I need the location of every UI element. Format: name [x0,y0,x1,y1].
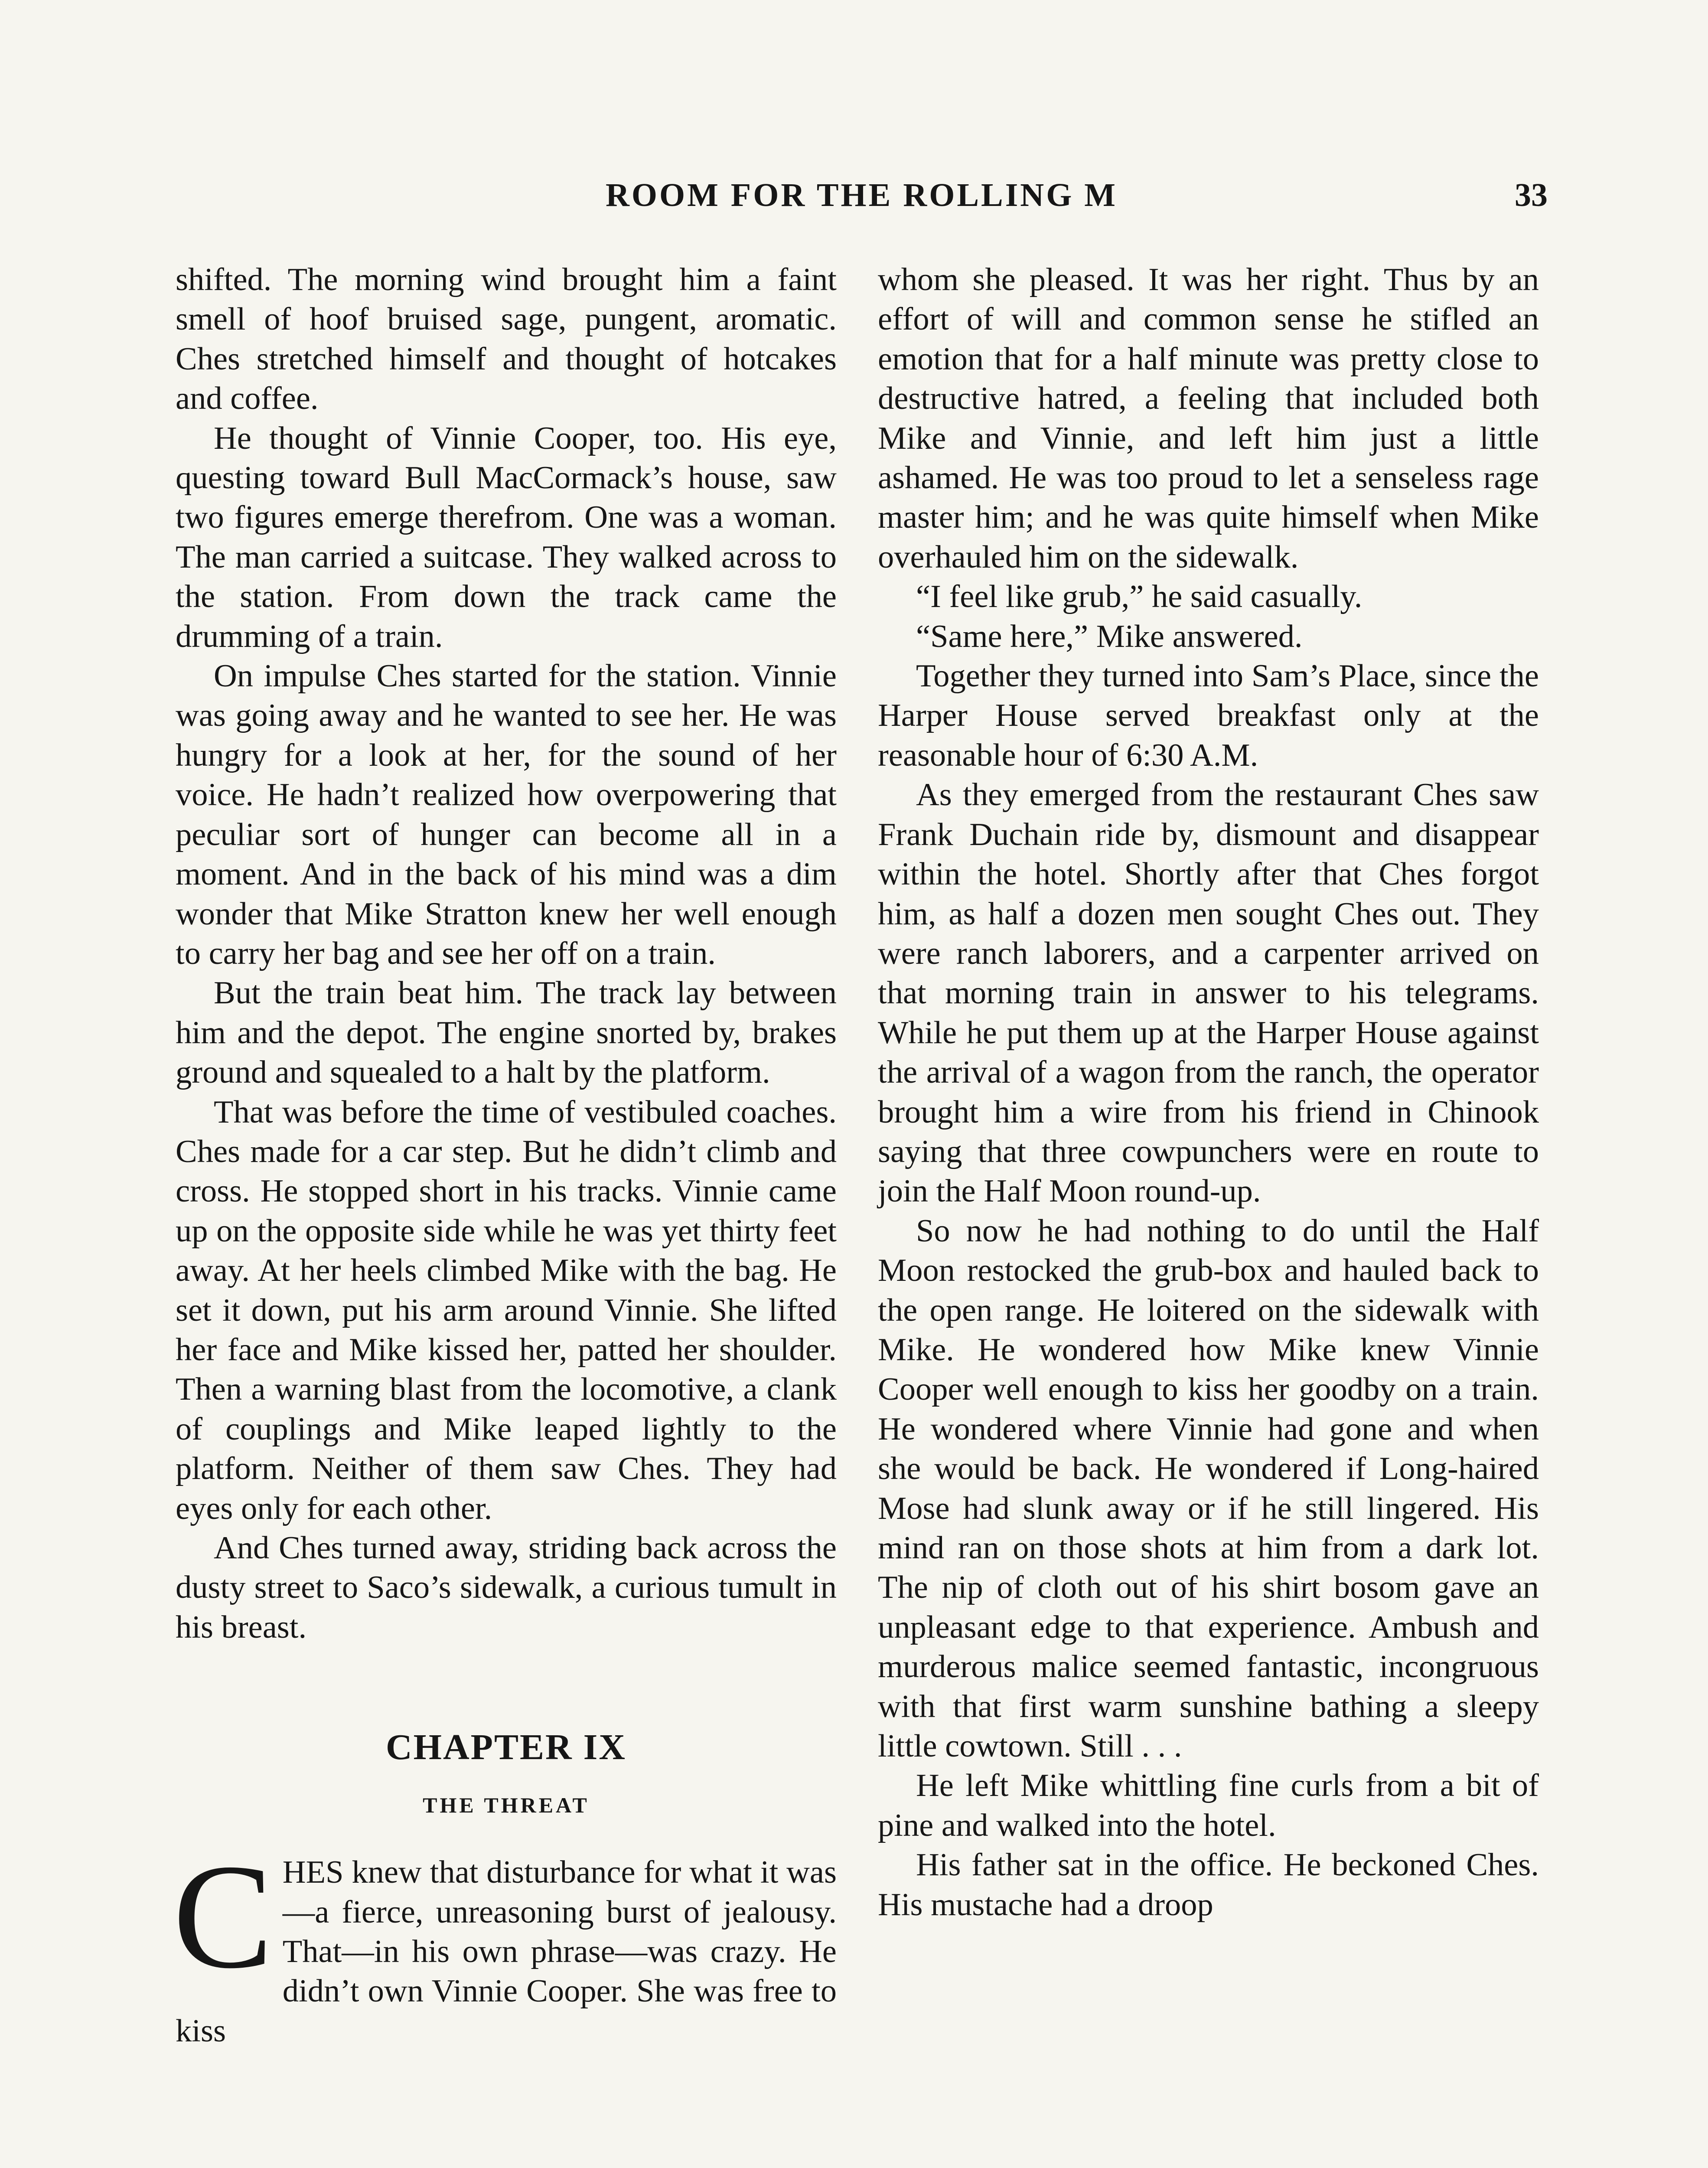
opening-paragraph: HES knew that disturbance for what it was—a fierce, unreasoning burst of jealousy. That—in his own phrase—was crazy. He didn’t own Vinnie Cooper. She was free to kiss [176,1855,837,2049]
page-number: 33 [1515,177,1548,213]
chapter-heading: CHAPTER IX [385,1727,627,1768]
paragraph: He left Mike whittling fine curls from a bit of pine and walked into the hotel. [878,1768,1539,1843]
dialogue-paragraph: “Same here,” Mike answered. [916,618,1303,654]
chapter-opening [173,1833,837,2051]
right-column [878,260,1539,1925]
dialogue-paragraph: “I feel like grub,” he said casually. [916,579,1362,615]
paragraph: Together they turned into Sam’s Place, since the Harper House served breakfast only at the reasonable hour of 6:30 A.M. [878,658,1539,773]
chapter-subtitle: THE THREAT [423,1793,590,1818]
drop-cap: C [173,1833,273,2000]
paragraph: shifted. The morning wind brought him a faint smell of hoof bruised sage, pungent, aromatic. Ches stretched himself and thought of hotcakes and coffee. [176,262,837,417]
page-header [176,171,1548,219]
chapter-title-block [176,1724,837,1822]
paragraph: But the train beat him. The track lay between him and the depot. The engine snorted by, brakes ground and squealed to a halt by the platform. [176,975,837,1091]
paragraph: His father sat in the office. He beckoned Ches. His mustache had a droop [878,1847,1539,1923]
paragraph: whom she pleased. It was her right. Thus by an effort of will and common sense he stifled an emotion that for a half minute was pretty close to destructive hatred, a feeling that included both Mike and Vinnie, and left him just a little ashamed. He was too proud to let a senseless rage master him; and he was quite himself when Mike overhauled him on the sidewalk. [878,262,1539,575]
paragraph: That was before the time of vestibuled coaches. Ches made for a car step. But he didn’t climb and cross. He stopped short in his tracks. Vinnie came up on the opposite side while he was yet thirty feet away. At her heels climbed Mike with the bag. He set it down, put his arm around Vinnie. She lifted her face and Mike kissed her, patted her shoulder. Then a warning blast from the locomotive, a clank of couplings and Mike leaped lightly to the platform. Neither of them saw Ches. They had eyes only for each other. [176,1094,837,1526]
left-column [173,260,837,2051]
paragraph: On impulse Ches started for the station. Vinnie was going away and he wanted to see her. He was hungry for a look at her, for the sound of her voice. He hadn’t realized how overpowering that peculiar sort of hunger can become all in a moment. And in the back of his mind was a dim wonder that Mike Stratton knew her well enough to carry her bag and see her off on a train. [176,658,837,971]
paragraph: And Ches turned away, striding back across the dusty street to Saco’s sidewalk, a curious tumult in his breast. [176,1530,837,1645]
paragraph: So now he had nothing to do until the Half Moon restocked the grub-box and hauled back to the open range. He loitered on the sidewalk with Mike. He wondered how Mike knew Vinnie Cooper well enough to kiss her goodby on a train. He wondered where Vinnie had gone and when she would be back. He wondered if Long-haired Mose had slunk away or if he still lingered. His mind ran on those shots at him from a dark lot. The nip of cloth out of his shirt bosom gave an unpleasant edge to that experience. Ambush and murderous malice seemed fantastic, incongruous with that first warm sunshine bathing a sleepy little cowtown. Still . . . [878,1213,1539,1764]
paragraph: He thought of Vinnie Cooper, too. His eye, questing toward Bull MacCormack’s house, saw two figures emerge therefrom. One was a woman. The man carried a suitcase. They walked across to the station. From down the track came the drumming of a train. [176,420,837,654]
running-title: ROOM FOR THE ROLLING M [605,177,1118,213]
paragraph: As they emerged from the restaurant Ches saw Frank Duchain ride by, dismount and disappear within the hotel. Shortly after that Ches forgot him, as half a dozen men sought Ches out. They were ranch laborers, and a carpenter arrived on that morning train in answer to his telegrams. While he put them up at the Harper House against the arrival of a wagon from the ranch, the operator brought him a wire from his friend in Chinook saying that three cowpunchers were en route to join the Half Moon round-up. [878,777,1539,1209]
